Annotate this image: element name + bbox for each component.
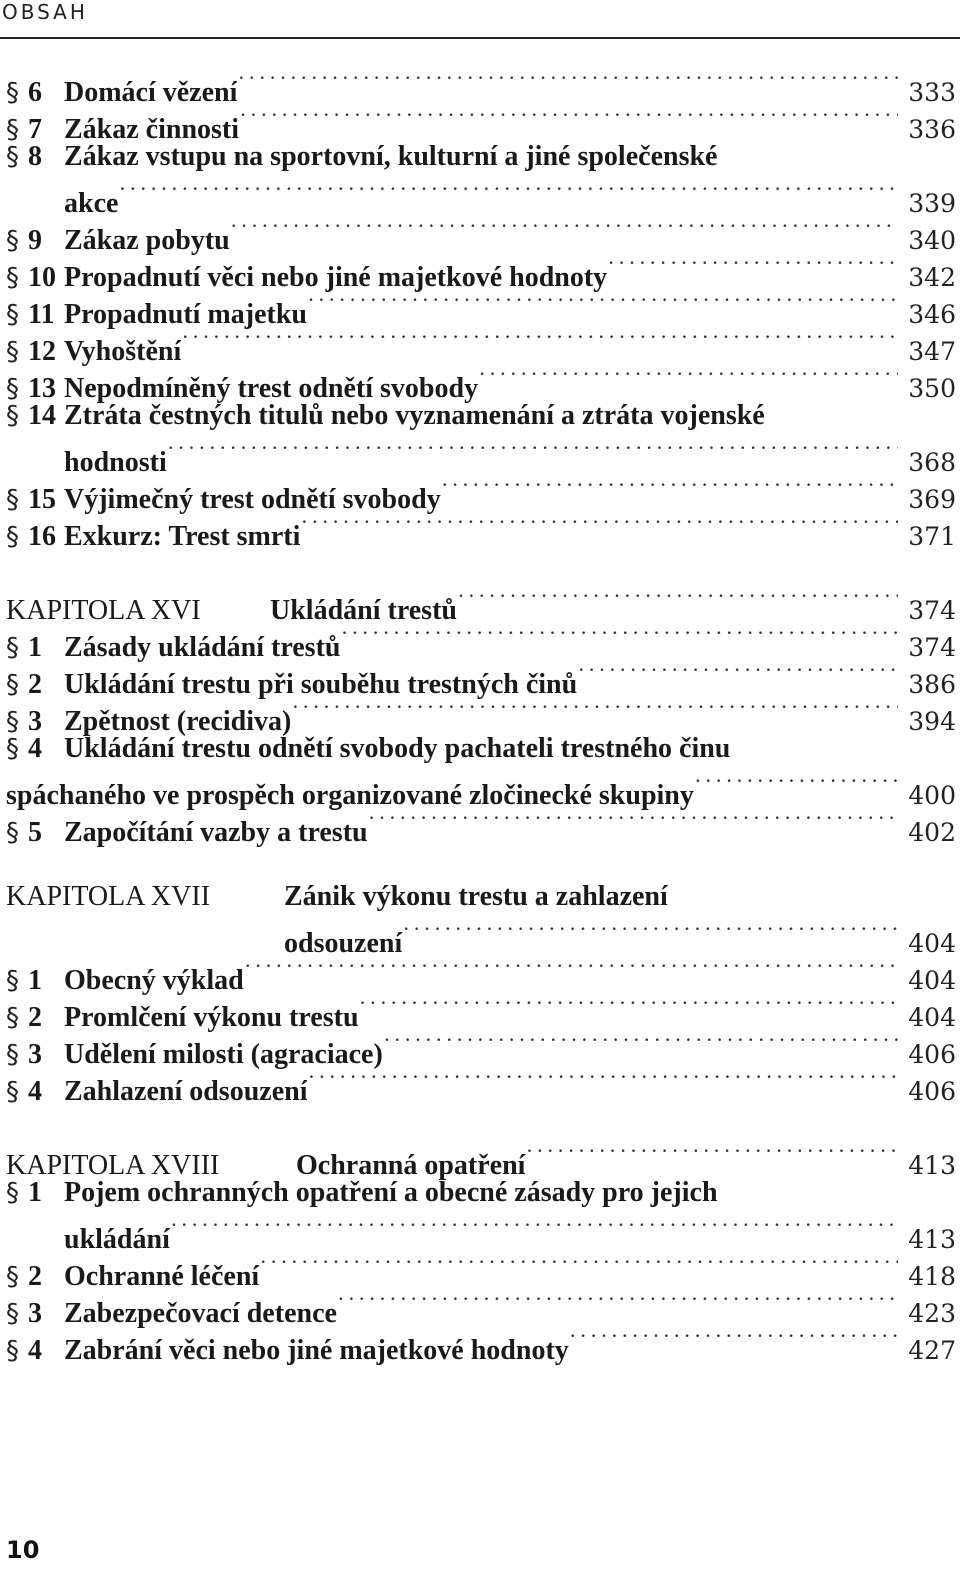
dot-leader	[246, 952, 899, 989]
dot-leader	[293, 693, 898, 730]
entry-page: 413	[908, 1225, 956, 1254]
entry-number: 1	[28, 1177, 42, 1208]
section-sign: §	[6, 485, 19, 515]
entry-page: 394	[908, 707, 956, 736]
section-sign: §	[6, 263, 19, 293]
dot-leader	[302, 508, 898, 545]
section-sign: §	[6, 1077, 19, 1107]
entry-title: Zabrání věci nebo jiné majetkové hodnoty	[64, 1335, 569, 1366]
entry-number: 9	[28, 225, 42, 256]
section-sign: §	[6, 226, 19, 256]
page-header-label: OBSAH	[2, 0, 88, 24]
entry-number: 12	[28, 336, 56, 367]
toc-entry[interactable]	[6, 397, 956, 478]
entry-page: 371	[908, 522, 956, 551]
dot-leader	[172, 1211, 898, 1248]
entry-number: 4	[28, 733, 42, 764]
entry-title: Vyhoštění	[64, 336, 182, 367]
entry-number: 16	[28, 521, 56, 552]
entry-title: Propadnutí věci nebo jiné majetkové hodnoty	[64, 262, 608, 293]
chapter-label: KAPITOLA XVI	[6, 595, 201, 626]
entry-number: 6	[28, 77, 42, 108]
section-sign: §	[6, 78, 19, 108]
dot-leader	[459, 582, 898, 619]
entry-page: 404	[908, 1003, 956, 1032]
entry-number: 4	[28, 1335, 42, 1366]
entry-page: 347	[908, 337, 956, 366]
chapter-title: Ukládání trestů	[270, 595, 457, 626]
entry-title: Udělení milosti (agraciace)	[64, 1039, 383, 1070]
entry-page: 336	[908, 115, 956, 144]
entry-page: 340	[908, 226, 956, 255]
entry-number: 8	[28, 141, 42, 172]
toc-entry[interactable]	[6, 1174, 956, 1255]
entry-title: Zahlazení odsouzení	[64, 1076, 308, 1107]
chapter-label: KAPITOLA XVII	[6, 881, 211, 912]
entry-page: 333	[908, 78, 956, 107]
dot-leader	[232, 212, 899, 249]
toc-entry[interactable]	[6, 730, 956, 811]
chapter-heading-xvi[interactable]	[6, 582, 956, 626]
chapter-label: KAPITOLA XVIII	[6, 1150, 220, 1181]
section-sign: §	[6, 1178, 19, 1208]
entry-title: Zákaz pobytu	[64, 225, 230, 256]
header-rule	[0, 37, 960, 39]
entry-title: Výjimečný trest odnětí svobody	[64, 484, 441, 515]
entry-title: Zpětnost (recidiva)	[64, 706, 292, 737]
dot-leader	[370, 804, 899, 841]
entry-title: Zákaz činnosti	[64, 114, 240, 145]
entry-number: 3	[28, 1298, 42, 1329]
chapter-title: Ochranná opatření	[296, 1150, 526, 1181]
entry-title: Ukládání trestu při souběhu trestných činů	[64, 669, 578, 700]
entry-number: 13	[28, 373, 56, 404]
toc-entry[interactable]	[6, 952, 956, 996]
chapter-page: 413	[908, 1151, 956, 1180]
section-sign: §	[6, 633, 19, 663]
entry-title-line1: Ukládání trestu odnětí svobody pachateli trestného činu	[64, 733, 731, 764]
section-sign: §	[6, 401, 19, 431]
dot-leader	[261, 1248, 898, 1285]
entry-title: Obecný výklad	[64, 965, 244, 996]
toc-entry[interactable]	[6, 138, 956, 219]
section-sign: §	[6, 734, 19, 764]
dot-leader	[169, 434, 899, 471]
entry-title-line2: spáchaného ve prospěch organizované zločinecké skupiny	[6, 780, 694, 811]
chapter-page: 404	[908, 929, 956, 958]
entry-title: Exkurz: Trest smrti	[64, 521, 301, 552]
entry-title-line2: akce	[64, 188, 119, 219]
entry-title: Započítání vazby a trestu	[64, 817, 368, 848]
entry-page: 427	[908, 1336, 956, 1365]
entry-number: 2	[28, 1261, 42, 1292]
entry-page: 342	[908, 263, 956, 292]
section-sign: §	[6, 1262, 19, 1292]
chapter-heading-xvii[interactable]	[6, 878, 956, 959]
entry-page: 386	[908, 670, 956, 699]
dot-leader	[241, 101, 898, 138]
entry-number: 10	[28, 262, 56, 293]
dot-leader	[579, 656, 898, 693]
chapter-title-line1: Zánik výkonu trestu a zahlazení	[284, 881, 668, 912]
entry-page: 350	[908, 374, 956, 403]
entry-page: 374	[908, 633, 956, 662]
entry-title-line1: Zákaz vstupu na sportovní, kulturní a jiné společenské	[64, 141, 718, 172]
dot-leader	[361, 989, 899, 1026]
chapter-page: 374	[908, 596, 956, 625]
dot-leader	[527, 1137, 898, 1174]
dot-leader	[404, 915, 898, 952]
entry-page: 339	[908, 189, 956, 218]
entry-page: 346	[908, 300, 956, 329]
section-sign: §	[6, 142, 19, 172]
entry-title: Propadnutí majetku	[64, 299, 307, 330]
section-sign: §	[6, 300, 19, 330]
entry-title: Ochranné léčení	[64, 1261, 260, 1292]
dot-leader	[385, 1026, 898, 1063]
dot-leader	[571, 1322, 899, 1359]
section-sign: §	[6, 522, 19, 552]
entry-number: 1	[28, 965, 42, 996]
dot-leader	[183, 323, 898, 360]
entry-page: 369	[908, 485, 956, 514]
section-sign: §	[6, 1040, 19, 1070]
entry-title: Promlčení výkonu trestu	[64, 1002, 359, 1033]
entry-title-line1: Ztráta čestných titulů nebo vyznamenání a ztráta vojenské	[64, 400, 765, 431]
entry-page: 418	[908, 1262, 956, 1291]
page-number: 10	[6, 1536, 40, 1564]
section-sign: §	[6, 670, 19, 700]
dot-leader	[480, 360, 898, 397]
dot-leader	[696, 767, 898, 804]
toc-entry[interactable]	[6, 212, 956, 256]
chapter-title-line2: odsouzení	[284, 928, 403, 959]
dot-leader	[309, 1063, 898, 1100]
chapter-heading-xviii[interactable]	[6, 1137, 956, 1181]
entry-number: 3	[28, 706, 42, 737]
dot-leader	[342, 619, 898, 656]
entry-page: 402	[908, 818, 956, 847]
entry-number: 4	[28, 1076, 42, 1107]
entry-title-line2: hodnosti	[64, 447, 167, 478]
section-sign: §	[6, 1003, 19, 1033]
dot-leader	[443, 471, 899, 508]
entry-page: 406	[908, 1077, 956, 1106]
section-sign: §	[6, 1336, 19, 1366]
entry-title: Domácí vězení	[64, 77, 238, 108]
toc-entry[interactable]	[6, 64, 956, 108]
entry-page: 423	[908, 1299, 956, 1328]
section-sign: §	[6, 374, 19, 404]
dot-leader	[339, 1285, 898, 1322]
entry-page: 406	[908, 1040, 956, 1069]
entry-page: 400	[908, 781, 956, 810]
entry-page: 404	[908, 966, 956, 995]
entry-number: 5	[28, 817, 42, 848]
entry-number: 1	[28, 632, 42, 663]
entry-title: Nepodmíněný trest odnětí svobody	[64, 373, 479, 404]
entry-number: 2	[28, 669, 42, 700]
entry-title-line1: Pojem ochranných opatření a obecné zásady pro jejich	[64, 1177, 718, 1208]
entry-number: 2	[28, 1002, 42, 1033]
entry-title: Zabezpečovací detence	[64, 1298, 337, 1329]
section-sign: §	[6, 115, 19, 145]
entry-number: 15	[28, 484, 56, 515]
section-sign: §	[6, 818, 19, 848]
entry-page: 368	[908, 448, 956, 477]
section-sign: §	[6, 966, 19, 996]
section-sign: §	[6, 1299, 19, 1329]
dot-leader	[609, 249, 898, 286]
entry-title: Zásady ukládání trestů	[64, 632, 341, 663]
entry-number: 7	[28, 114, 42, 145]
dot-leader	[120, 175, 898, 212]
dot-leader	[309, 286, 898, 323]
table-of-contents	[6, 64, 956, 1366]
entry-number: 3	[28, 1039, 42, 1070]
entry-number: 14	[28, 400, 56, 431]
entry-title-line2: ukládání	[64, 1224, 170, 1255]
section-sign: §	[6, 707, 19, 737]
section-sign: §	[6, 337, 19, 367]
dot-leader	[239, 64, 898, 101]
entry-number: 11	[28, 299, 55, 330]
